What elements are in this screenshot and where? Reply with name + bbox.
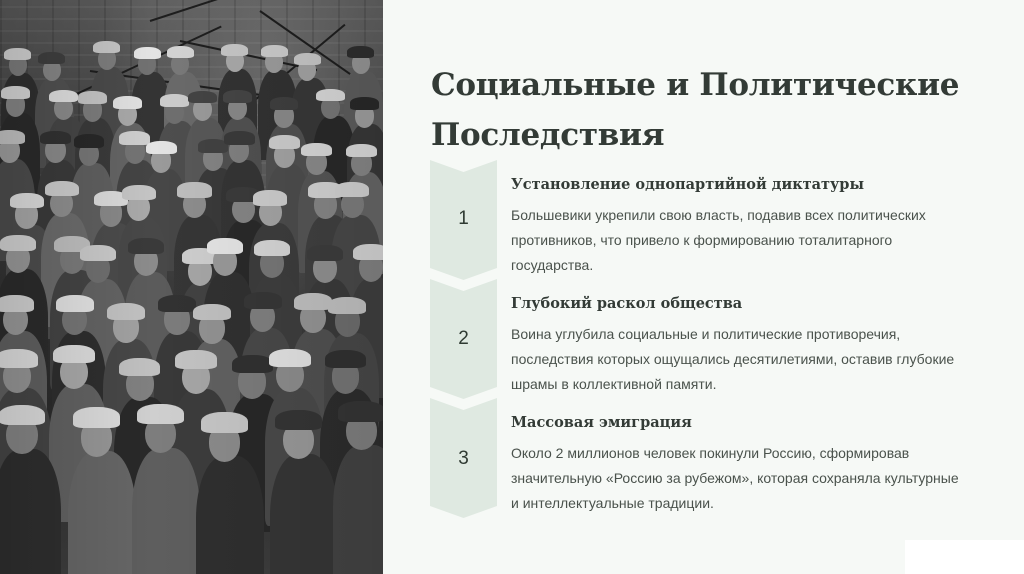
step-1-number: 1 xyxy=(458,208,469,229)
step-3-text xyxy=(511,441,981,516)
step-1-line-2: противников, что привело к формированию тоталитарного xyxy=(511,232,893,248)
step-3-line-3: и интеллектуальные традиции. xyxy=(511,495,714,511)
step-1-line-1: Большевики укрепили свою власть, подавив всех политических xyxy=(511,207,926,223)
corner-block xyxy=(905,540,1024,574)
photo-vignette xyxy=(0,0,383,574)
step-2-line-3: шрамы в коллективной памяти. xyxy=(511,376,717,392)
step-2-heading: Глубокий раскол общества xyxy=(511,295,743,312)
step-2-line-1: Воина углубила социальные и политические противоречия, xyxy=(511,326,901,342)
title-line-1: Социальные и Политические xyxy=(431,67,960,103)
step-3-line-1: Около 2 миллионов человек покинули Россию, сформировав xyxy=(511,445,910,461)
step-3-line-2: значительную «Россию за рубежом», которая сохраняла культурные xyxy=(511,470,959,486)
step-3-heading: Массовая эмиграция xyxy=(511,414,692,431)
step-1-heading: Установление однопартийной диктатуры xyxy=(511,176,864,193)
title-line-2: Последствия xyxy=(431,117,665,153)
step-1-text xyxy=(511,203,981,278)
historical-photo xyxy=(0,0,383,574)
step-2-line-2: последствия которых ощущались десятилетиями, оставив глубокие xyxy=(511,351,955,367)
step-2-text xyxy=(511,322,981,397)
step-1-line-3: государства. xyxy=(511,257,594,273)
slide-title xyxy=(431,60,991,160)
step-3-number: 3 xyxy=(458,448,469,469)
step-2-number: 2 xyxy=(458,328,469,349)
